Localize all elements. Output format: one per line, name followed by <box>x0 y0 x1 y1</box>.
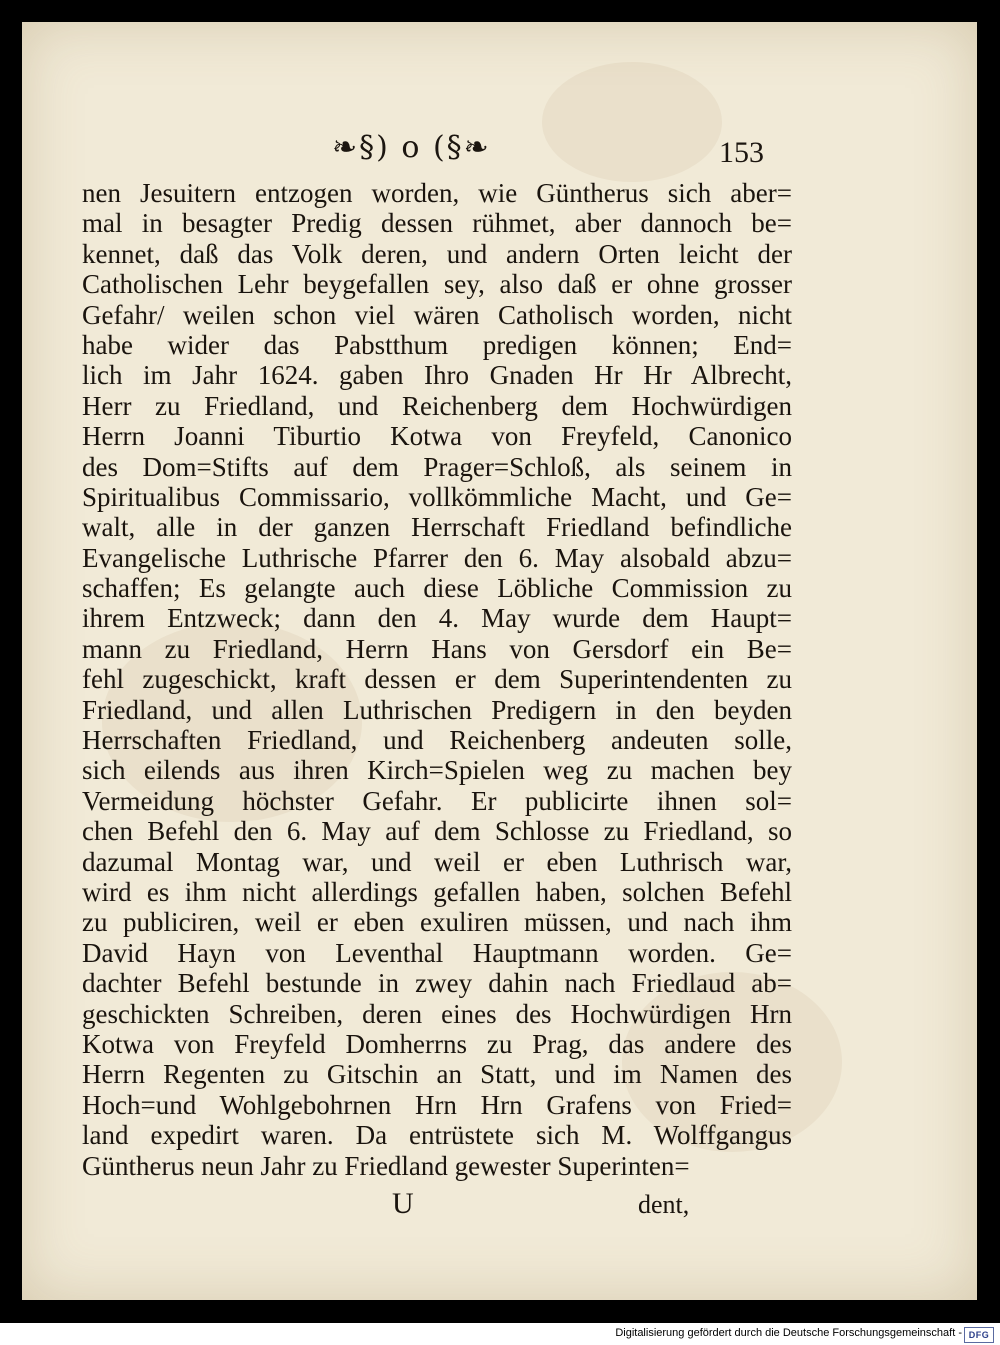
text-line: Vermeidung höchster Gefahr. Er publicirte ihnen sol= <box>82 785 792 816</box>
text-line: chen Befehl den 6. May auf dem Schlosse zu Friedland, so <box>82 816 792 847</box>
text-line: schaffen; Es gelangte auch diese Löbliche Commission zu <box>82 573 792 604</box>
text-line: nen Jesuitern entzogen worden, wie Güntherus sich aber= <box>82 178 792 208</box>
catchword: dent, <box>638 1190 690 1219</box>
text-line: wird es ihm nicht allerdings gefallen haben, solchen Befehl <box>82 876 792 907</box>
text-line: sich eilends aus ihren Kirch=Spielen weg zu machen bey <box>82 755 792 786</box>
text-line: land expedirt waren. Da entrüstete sich M. Wolffgangus <box>82 1120 792 1151</box>
body-text <box>82 178 792 1181</box>
text-line: Güntherus neun Jahr zu Friedland gewester Superinten= <box>82 1150 690 1181</box>
text-line: Spiritualibus Commissario, vollkömmliche Macht, und Ge= <box>82 481 792 512</box>
book-page <box>22 22 977 1300</box>
text-line: Kotwa von Freyfeld Domherrns zu Prag, das andere des <box>82 1028 792 1059</box>
text-line: geschickten Schreiben, deren eines des Hochwürdigen Hrn <box>82 998 792 1029</box>
text-line: Catholischen Lehr beygefallen sey, also daß er ohne grosser <box>82 269 792 300</box>
text-line: kennet, daß das Volk deren, und andern Orten leicht der <box>82 238 792 269</box>
text-line: zu publiciren, weil er eben exuliren müssen, und nach ihm <box>82 907 792 938</box>
header-ornament: ❧§) ο (§❧ <box>332 130 491 165</box>
text-line: David Hayn von Leventhal Hauptmann worden. Ge= <box>82 937 792 968</box>
text-line: Herr zu Friedland, und Reichenberg dem Hochwürdigen <box>82 390 792 421</box>
dfg-logo-icon: DFG <box>964 1327 994 1343</box>
text-line: ihrem Entzweck; dann den 4. May wurde dem Haupt= <box>82 603 792 634</box>
text-line: Herrn Joanni Tiburtio Kotwa von Freyfeld, Canonico <box>82 421 792 452</box>
text-line: Herrschaften Friedland, und Reichenberg andeuten solle, <box>82 725 792 756</box>
text-line: mal in besagter Predig dessen rühmet, aber dannoch be= <box>82 208 792 239</box>
text-line: Herrn Regenten zu Gitschin an Statt, und im Namen des <box>82 1059 792 1090</box>
text-line: Hoch=und Wohlgebohrnen Hrn Hrn Grafens von Fried= <box>82 1089 792 1120</box>
text-line: lich im Jahr 1624. gaben Ihro Gnaden Hr Hr Albrecht, <box>82 360 792 391</box>
footer-credit: Digitalisierung gefördert durch die Deutsche Forschungsgemeinschaft - <box>615 1327 962 1339</box>
page-header <box>22 130 977 180</box>
text-line: Friedland, und allen Luthrischen Predigern in den beyden <box>82 694 792 725</box>
text-line: fehl zugeschickt, kraft dessen er dem Superintendenten zu <box>82 664 792 695</box>
footer-bar <box>0 1323 1000 1345</box>
signature-mark: U <box>392 1187 414 1220</box>
text-line: walt, alle in der ganzen Herrschaft Friedland befindliche <box>82 512 792 543</box>
text-line: Gefahr/ weilen schon viel wären Catholisch worden, nicht <box>82 299 792 330</box>
text-line: des Dom=Stifts auf dem Prager=Schloß, als seinem in <box>82 451 792 482</box>
page-number: 153 <box>719 136 764 169</box>
text-line: dachter Befehl bestunde in zwey dahin nach Friedlaud ab= <box>82 968 792 999</box>
text-line: Evangelische Luthrische Pfarrer den 6. May alsobald abzu= <box>82 542 792 573</box>
text-line: habe wider das Pabstthum predigen können; End= <box>82 329 792 360</box>
text-line: dazumal Montag war, und weil er eben Luthrisch war, <box>82 846 792 877</box>
text-line: mann zu Friedland, Herrn Hans von Gersdorf ein Be= <box>82 633 792 664</box>
